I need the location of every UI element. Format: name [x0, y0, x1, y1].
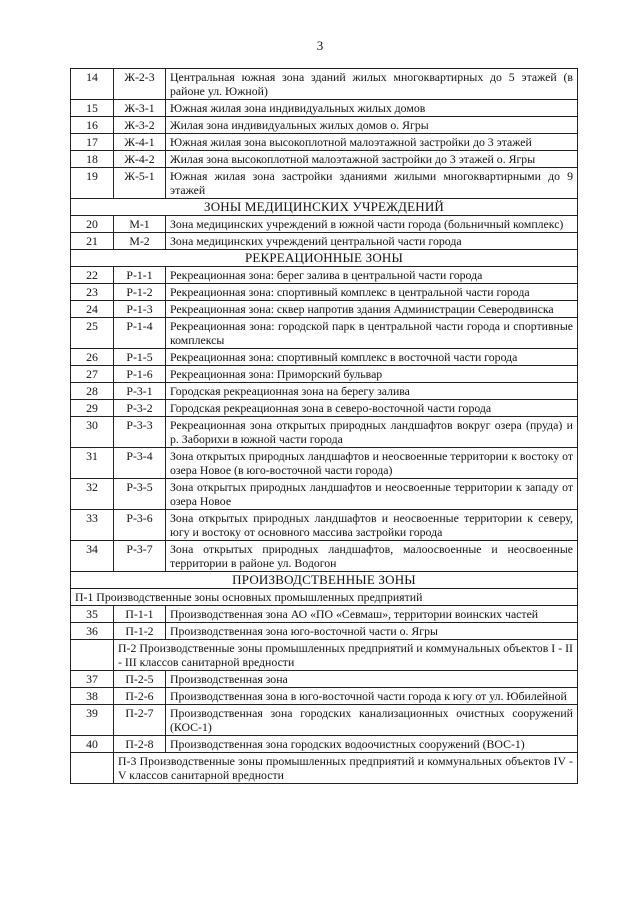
section-heading: ЗОНЫ МЕДИЦИНСКИХ УЧРЕЖДЕНИЙ: [71, 199, 578, 216]
zone-description: Зона открытых природных ландшафтов и неосвоенные территории к востоку от озера Новое (в юго-восточной части города): [166, 448, 578, 479]
section-heading-row: [71, 250, 578, 267]
zone-code: П-1-2: [114, 623, 166, 640]
zone-description: Рекреационная зона открытых природных ландшафтов вокруг озера (пруда) и р. Заборихи в южной части города: [166, 417, 578, 448]
zone-description: Жилая зона высокоплотной малоэтажной застройки до 3 этажей о. Ягры: [166, 151, 578, 168]
row-number: 31: [71, 448, 114, 479]
row-number: 35: [71, 606, 114, 623]
zone-description: Производственная зона: [166, 671, 578, 688]
row-number: 23: [71, 284, 114, 301]
subsection-heading: П-2 Производственные зоны промышленных предприятий и коммунальных объектов I - II - III классов санитарной вредности: [114, 640, 578, 671]
zone-code: Р-1-3: [114, 301, 166, 318]
zones-table-body: [71, 69, 578, 784]
zone-description: Рекреационная зона: спортивный комплекс в центральной части города: [166, 284, 578, 301]
zone-description: Производственная зона юго-восточной части о. Ягры: [166, 623, 578, 640]
table-row: [71, 417, 578, 448]
zone-description: Зона открытых природных ландшафтов и неосвоенные территории к северу, югу и востоку от основного массива застройки города: [166, 510, 578, 541]
table-row: [71, 151, 578, 168]
row-number: 14: [71, 69, 114, 100]
subsection-heading-row: [71, 640, 578, 671]
zone-code: Р-3-6: [114, 510, 166, 541]
zone-code: Р-1-6: [114, 366, 166, 383]
subsection-heading-row: [71, 589, 578, 606]
table-row: [71, 216, 578, 233]
section-heading-row: [71, 199, 578, 216]
table-row: [71, 448, 578, 479]
zone-code: Р-3-4: [114, 448, 166, 479]
table-row: [71, 284, 578, 301]
zone-code: Р-1-5: [114, 349, 166, 366]
zone-description: Зона медицинских учреждений в южной части города (больничный комплекс): [166, 216, 578, 233]
row-number: 37: [71, 671, 114, 688]
zone-code: Р-3-5: [114, 479, 166, 510]
table-row: [71, 541, 578, 572]
zone-code: Р-1-1: [114, 267, 166, 284]
row-number: 17: [71, 134, 114, 151]
subsection-heading: П-3 Производственные зоны промышленных предприятий и коммунальных объектов IV - V классов санитарной вредности: [114, 753, 578, 784]
table-row: [71, 623, 578, 640]
row-number: 39: [71, 705, 114, 736]
zone-code: Ж-3-2: [114, 117, 166, 134]
zone-description: Зона медицинских учреждений центральной части города: [166, 233, 578, 250]
zone-code: Р-1-4: [114, 318, 166, 349]
table-row: [71, 134, 578, 151]
zone-code: Ж-5-1: [114, 168, 166, 199]
table-row: [71, 117, 578, 134]
zone-code: Р-3-7: [114, 541, 166, 572]
table-row: [71, 400, 578, 417]
zone-description: Рекреационная зона: спортивный комплекс в восточной части города: [166, 349, 578, 366]
table-row: [71, 267, 578, 284]
zone-code: П-1-1: [114, 606, 166, 623]
zone-code: П-2-7: [114, 705, 166, 736]
table-row: [71, 168, 578, 199]
empty-cell: [71, 753, 114, 784]
row-number: 19: [71, 168, 114, 199]
row-number: 36: [71, 623, 114, 640]
row-number: 16: [71, 117, 114, 134]
section-heading-row: [71, 572, 578, 589]
empty-cell: [71, 640, 114, 671]
table-row: [71, 100, 578, 117]
zone-description: Городская рекреационная зона в северо-восточной части города: [166, 400, 578, 417]
row-number: 29: [71, 400, 114, 417]
table-row: [71, 383, 578, 400]
row-number: 33: [71, 510, 114, 541]
row-number: 24: [71, 301, 114, 318]
table-row: [71, 349, 578, 366]
zone-code: Р-3-1: [114, 383, 166, 400]
table-row: [71, 736, 578, 753]
table-row: [71, 606, 578, 623]
table-row: [71, 301, 578, 318]
subsection-heading-row: [71, 753, 578, 784]
row-number: 30: [71, 417, 114, 448]
zone-description: Центральная южная зона зданий жилых многоквартирных до 5 этажей (в районе ул. Южной): [166, 69, 578, 100]
table-row: [71, 366, 578, 383]
zone-code: Ж-4-2: [114, 151, 166, 168]
row-number: 32: [71, 479, 114, 510]
zone-code: М-1: [114, 216, 166, 233]
row-number: 26: [71, 349, 114, 366]
zone-code: П-2-5: [114, 671, 166, 688]
zone-code: Ж-4-1: [114, 134, 166, 151]
page-number: 3: [316, 38, 324, 53]
row-number: 40: [71, 736, 114, 753]
row-number: 21: [71, 233, 114, 250]
zone-code: Ж-3-1: [114, 100, 166, 117]
section-heading: ПРОИЗВОДСТВЕННЫЕ ЗОНЫ: [71, 572, 578, 589]
zone-description: Производственная зона городских водоочистных сооружений (ВОС-1): [166, 736, 578, 753]
zone-description: Зона открытых природных ландшафтов, малоосвоенные и неосвоенные территории в районе ул. Водогон: [166, 541, 578, 572]
zone-description: Рекреационная зона: сквер напротив здания Администрации Северодвинска: [166, 301, 578, 318]
row-number: 27: [71, 366, 114, 383]
table-row: [71, 479, 578, 510]
zone-code: П-2-8: [114, 736, 166, 753]
row-number: 22: [71, 267, 114, 284]
row-number: 15: [71, 100, 114, 117]
section-heading: РЕКРЕАЦИОННЫЕ ЗОНЫ: [71, 250, 578, 267]
table-row: [71, 705, 578, 736]
zone-code: М-2: [114, 233, 166, 250]
row-number: 20: [71, 216, 114, 233]
subsection-heading: П-1 Производственные зоны основных промышленных предприятий: [71, 589, 578, 606]
table-row: [71, 688, 578, 705]
zone-description: Производственная зона городских канализационных очистных сооружений (КОС-1): [166, 705, 578, 736]
zone-code: Р-3-3: [114, 417, 166, 448]
row-number: 34: [71, 541, 114, 572]
row-number: 28: [71, 383, 114, 400]
table-row: [71, 233, 578, 250]
zone-description: Городская рекреационная зона на берегу залива: [166, 383, 578, 400]
zones-table: [70, 68, 578, 784]
zone-description: Производственная зона в юго-восточной части города к югу от ул. Юбилейной: [166, 688, 578, 705]
zone-description: Рекреационная зона: берег залива в центральной части города: [166, 267, 578, 284]
row-number: 25: [71, 318, 114, 349]
table-row: [71, 671, 578, 688]
zone-code: Р-1-2: [114, 284, 166, 301]
zone-description: Жилая зона индивидуальных жилых домов о. Ягры: [166, 117, 578, 134]
zone-description: Зона открытых природных ландшафтов и неосвоенные территории к западу от озера Новое: [166, 479, 578, 510]
zone-code: Р-3-2: [114, 400, 166, 417]
zone-code: Ж-2-3: [114, 69, 166, 100]
zone-description: Рекреационная зона: городской парк в центральной части города и спортивные комплексы: [166, 318, 578, 349]
table-row: [71, 69, 578, 100]
table-row: [71, 318, 578, 349]
zone-description: Производственная зона АО «ПО «Севмаш», территории воинских частей: [166, 606, 578, 623]
zone-description: Рекреационная зона: Приморский бульвар: [166, 366, 578, 383]
row-number: 18: [71, 151, 114, 168]
zone-description: Южная жилая зона высокоплотной малоэтажной застройки до 3 этажей: [166, 134, 578, 151]
zone-description: Южная жилая зона застройки зданиями жилыми многоквартирными до 9 этажей: [166, 168, 578, 199]
zone-description: Южная жилая зона индивидуальных жилых домов: [166, 100, 578, 117]
row-number: 38: [71, 688, 114, 705]
table-row: [71, 510, 578, 541]
zone-code: П-2-6: [114, 688, 166, 705]
